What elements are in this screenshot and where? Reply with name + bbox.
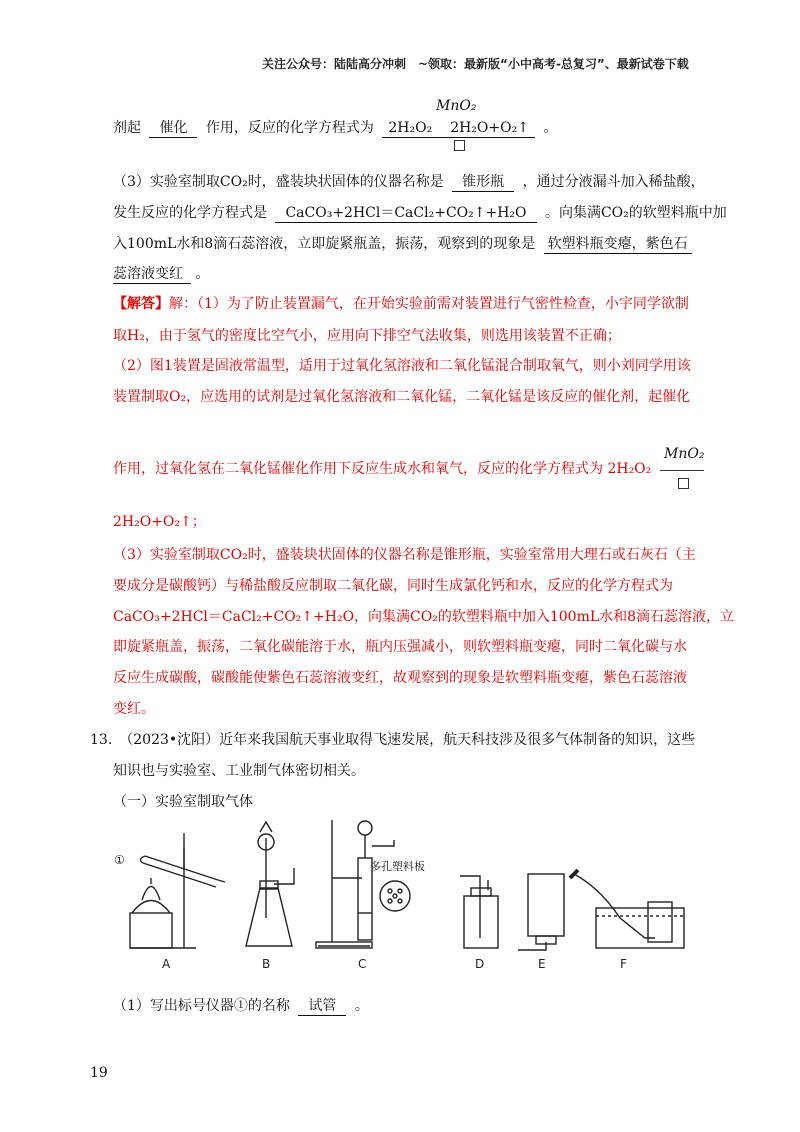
solution-line-10: 即旋紧瓶盖，振荡，二氧化碳能溶于水，瓶内压强减小，则软塑料瓶变瘪，同时二氧化碳与水 (113, 639, 687, 655)
label-b: B (262, 957, 271, 971)
catalyst-label: MnO₂ (436, 98, 477, 114)
blank-phenomenon-cont: 蕊溶液变红 (113, 265, 191, 284)
q3-line-4 (113, 264, 209, 284)
solution-line-4: 装置制取O₂，应选用的试剂是过氧化氢溶液和二氧化锰，二氧化锰是该反应的催化剂，起催化 (113, 389, 691, 405)
equation-line (660, 470, 704, 471)
solution-line-11: 反应生成碳酸，碳酸能使紫色石蕊溶液变红，故观察到的现象是软塑料瓶变瘪，紫色石蕊溶液 (113, 670, 687, 686)
text: 剂起 (113, 120, 141, 136)
solution-line-12: 变红。 (113, 701, 155, 717)
apparatus-c (316, 820, 410, 948)
text: ，通过分液漏斗加入稀盐酸， (522, 174, 705, 190)
page-header: 关注公众号：陆陆高分冲刺 ~领取：最新版“小中高考-总复习”、最新试卷下载 (262, 57, 689, 71)
label-d: D (475, 957, 485, 971)
solution-line-3: （2）图1装置是固液常温型，适用于过氧化氢溶液和二氧化锰混合制取氧气，则小刘同学用该 (113, 358, 691, 374)
solution-line-9: CaCO₃+2HCl＝CaCl₂+CO₂↑+H₂O，向集满CO₂的软塑料瓶中加入100mL水和8滴石蕊溶液，立 (113, 609, 735, 625)
apparatus-b (246, 822, 294, 946)
solution-line-5: 作用，过氧化氢在二氧化锰催化作用下反应生成水和氧气，反应的化学方程式为 2H₂O₂ (113, 461, 652, 477)
label-f: F (620, 957, 627, 971)
blank-phenomenon: 软塑料瓶变瘪，紫色石 (544, 235, 692, 254)
text: 解：（1）为了防止装置漏气，在开始实验前需对装置进行气密性检查，小宇同学欲制 (169, 296, 689, 312)
text: 作用，反应的化学方程式为 (205, 120, 374, 136)
figure-marker-1: ① (114, 853, 125, 867)
blank-catalyst: 催化 (149, 119, 197, 138)
blank-container: 锥形瓶 (452, 173, 514, 192)
q13-line-3: （一）实验室制取气体 (113, 794, 253, 810)
solution-line-7: （3）实验室制取CO₂时，盛装块状固体的仪器名称是锥形瓶，实验室常用大理石或石灰石（主 (113, 547, 696, 563)
solution-line-6: 2H₂O+O₂↑； (113, 514, 206, 530)
apparatus-d (460, 876, 498, 948)
apparatus-figure (100, 818, 700, 978)
page-number: 19 (90, 1065, 108, 1081)
text: 。 (354, 998, 369, 1014)
text: 。向集满CO₂的软塑料瓶中加 (544, 205, 727, 221)
plate-label: 多孔塑料板 (370, 860, 425, 873)
blank-co2-equation: CaCO₃+2HCl＝CaCl₂+CO₂↑+H₂O (275, 204, 536, 223)
text: 入100mL水和8滴石蕊溶液，立即旋紧瓶盖，振荡，观察到的现象是 (113, 236, 536, 252)
text: （3）实验室制取CO₂时，盛装块状固体的仪器名称是 (113, 174, 444, 190)
solution-line-8: 要成分是碳酸钙）与稀盐酸反应制取二氧化碳，同时生成氯化钙和水，反应的化学方程式为 (113, 578, 673, 594)
label-e: E (538, 957, 546, 971)
q3-line-2 (113, 203, 727, 223)
solution-tag: 【解答】 (113, 296, 169, 312)
blank-equation (382, 119, 535, 138)
eq-left: 2H₂O₂ (388, 120, 433, 136)
apparatus-e (518, 874, 564, 950)
blank-instrument: 试管 (298, 997, 346, 1016)
missing-glyph-box-2 (678, 478, 689, 489)
missing-glyph-box (454, 140, 465, 151)
q13-line-1: 13. （2023•沈阳）近年来我国航天事业取得飞速发展，航天科技涉及很多气体制备的知识，这些 (90, 732, 696, 748)
apparatus-a (130, 833, 225, 948)
apparatus-f (570, 870, 684, 948)
text: （1）写出标号仪器①的名称 (113, 998, 290, 1014)
text: 。 (195, 266, 210, 282)
text: 。 (543, 120, 558, 136)
q13-line-2: 知识也与实验室、工业制气体密切相关。 (113, 763, 365, 779)
solution-line-2: 取H₂，由于氢气的密度比空气小，应用向下排空气法收集，则选用该装置不正确； (113, 328, 621, 344)
catalyst-label-2: MnO₂ (664, 446, 705, 462)
eq-right: 2H₂O+O₂↑ (450, 120, 529, 136)
q3-line-1 (113, 172, 705, 192)
q13-subq-1 (113, 996, 369, 1016)
label-a: A (162, 957, 171, 971)
q3-line-3 (113, 234, 696, 254)
text: 发生反应的化学方程式是 (113, 205, 267, 221)
label-c: C (358, 957, 367, 971)
solution-line-1 (113, 294, 689, 314)
q2-answer-line (113, 118, 557, 138)
